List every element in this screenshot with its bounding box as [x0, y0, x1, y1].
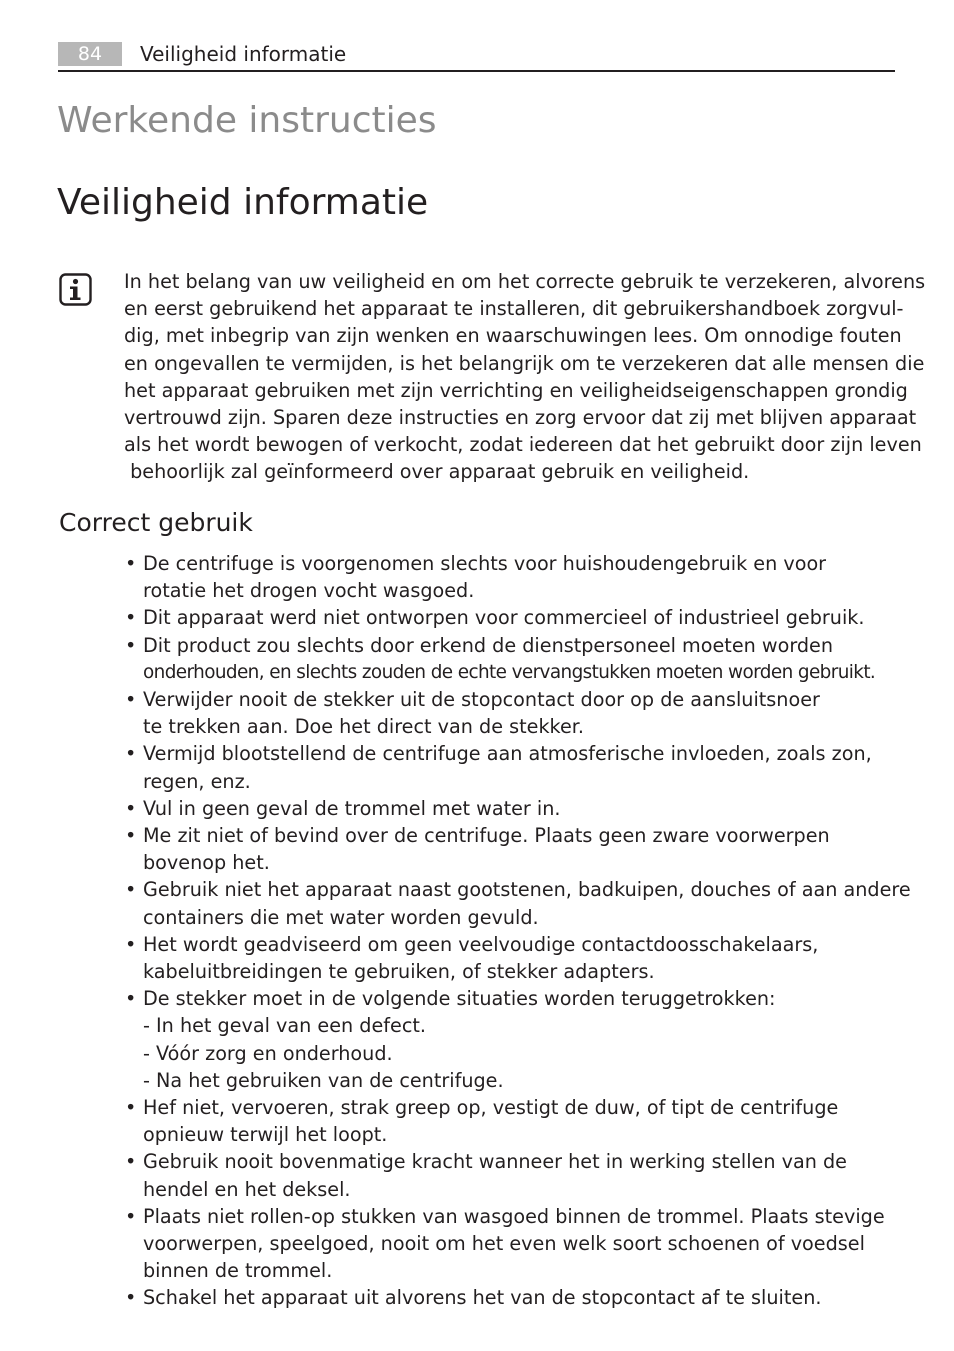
list-item-line: regen, enz. [143, 769, 251, 793]
correct-use-list [125, 550, 925, 1312]
list-item-line: containers die met water worden gevuld. [143, 905, 539, 929]
list-item [125, 1203, 925, 1285]
list-item [125, 931, 925, 985]
list-item-line: • Gebruik niet het apparaat naast gootstenen, badkuipen, douches of aan andere [143, 878, 911, 902]
intro-line: dig, met inbegrip van zijn wenken en waarschuwingen lees. Om onnodige fouten [124, 324, 902, 348]
info-icon [59, 273, 92, 306]
intro-line: en eerst gebruikend het apparaat te installeren, dit gebruikershandboek zorgvul- [124, 297, 904, 321]
list-item-line: • Dit apparaat werd niet ontworpen voor commercieel of industrieel gebruik. [143, 606, 865, 630]
list-item [125, 740, 925, 794]
list-item-line: • Plaats niet rollen-op stukken van wasgoed binnen de trommel. Plaats stevige [143, 1204, 885, 1228]
intro-line: behoorlijk zal geïnformeerd over apparaat gebruik en veiligheid. [124, 460, 750, 484]
list-item-line: • Vul in geen geval de trommel met water in. [143, 796, 561, 820]
list-item-line: kabeluitbreidingen te gebruiken, of stekker adapters. [143, 960, 655, 984]
list-item-line: • Het wordt geadviseerd om geen veelvoudige contactdoosschakelaars, [143, 932, 819, 956]
list-item-line: te trekken aan. Doe het direct van de stekker. [143, 715, 585, 739]
list-item-line: - In het geval van een defect. [143, 1014, 427, 1038]
page-number: 84 [58, 42, 122, 66]
intro-paragraph [124, 268, 926, 486]
list-item-line: • Schakel het apparaat uit alvorens het van de stopcontact af te sluiten. [143, 1286, 822, 1310]
page-header [58, 40, 895, 72]
list-item-line: hendel en het deksel. [143, 1177, 351, 1201]
list-item-line: binnen de trommel. [143, 1259, 333, 1283]
list-item [125, 795, 925, 822]
list-item [125, 1148, 925, 1202]
list-item-line: • Dit product zou slechts door erkend de dienstpersoneel moeten worden [143, 633, 834, 657]
list-item-line: voorwerpen, speelgoed, nooit om het even welk soort schoenen of voedsel [143, 1232, 865, 1256]
list-item [125, 632, 925, 686]
list-item [125, 1284, 925, 1311]
list-item-line: • Verwijder nooit de stekker uit de stopcontact door op de aansluitsnoer [143, 688, 820, 712]
list-item [125, 550, 925, 604]
list-item-line: onderhouden, en slechts zouden de echte vervangstukken moeten worden gebruikt. [143, 661, 876, 683]
intro-line: In het belang van uw veiligheid en om het correcte gebruik te verzekeren, alvorens [124, 270, 926, 293]
list-item [125, 686, 925, 740]
intro-line: en ongevallen te vermijden, is het belangrijk om te verzekeren dat alle mensen die [124, 351, 925, 375]
section-title: Veiligheid informatie [57, 182, 429, 223]
list-item [125, 876, 925, 930]
intro-line: vertrouwd zijn. Sparen deze instructies en zorg ervoor dat zij met blijven apparaat [124, 406, 917, 430]
list-item-line: • Gebruik nooit bovenmatige kracht wanneer het in werking stellen van de [143, 1150, 847, 1174]
list-item [125, 604, 925, 631]
list-item-line: • De centrifuge is voorgenomen slechts voor huishoudengebruik en voor [143, 552, 827, 575]
list-item-line: • Vermijd blootstellend de centrifuge aan atmosferische invloeden, zoals zon, [143, 742, 872, 766]
intro-line: als het wordt bewogen of verkocht, zodat iedereen dat het gebruikt door zijn leven [124, 433, 922, 457]
correct-use-heading: Correct gebruik [59, 508, 253, 537]
list-item-line: rotatie het drogen vocht wasgoed. [143, 579, 475, 603]
list-item-line: • Hef niet, vervoeren, strak greep op, vestigt de duw, of tipt de centrifuge [143, 1096, 839, 1120]
list-item-line: opnieuw terwijl het loopt. [143, 1123, 388, 1147]
intro-line: het apparaat gebruiken met zijn verrichting en veiligheidseigenschappen grondig [124, 378, 908, 402]
list-item [125, 822, 925, 876]
list-item-line: • Me zit niet of bevind over de centrifuge. Plaats geen zware voorwerpen [143, 824, 830, 848]
list-item-line: bovenop het. [143, 851, 270, 875]
main-title: Werkende instructies [57, 100, 437, 141]
header-title: Veiligheid informatie [140, 42, 347, 66]
list-item-line: - Vóór zorg en onderhoud. [143, 1041, 393, 1065]
list-item [125, 1094, 925, 1148]
list-item-line: • De stekker moet in de volgende situaties worden teruggetrokken: [143, 987, 776, 1011]
list-item-line: - Na het gebruiken van de centrifuge. [143, 1068, 504, 1092]
list-item [125, 985, 925, 1094]
